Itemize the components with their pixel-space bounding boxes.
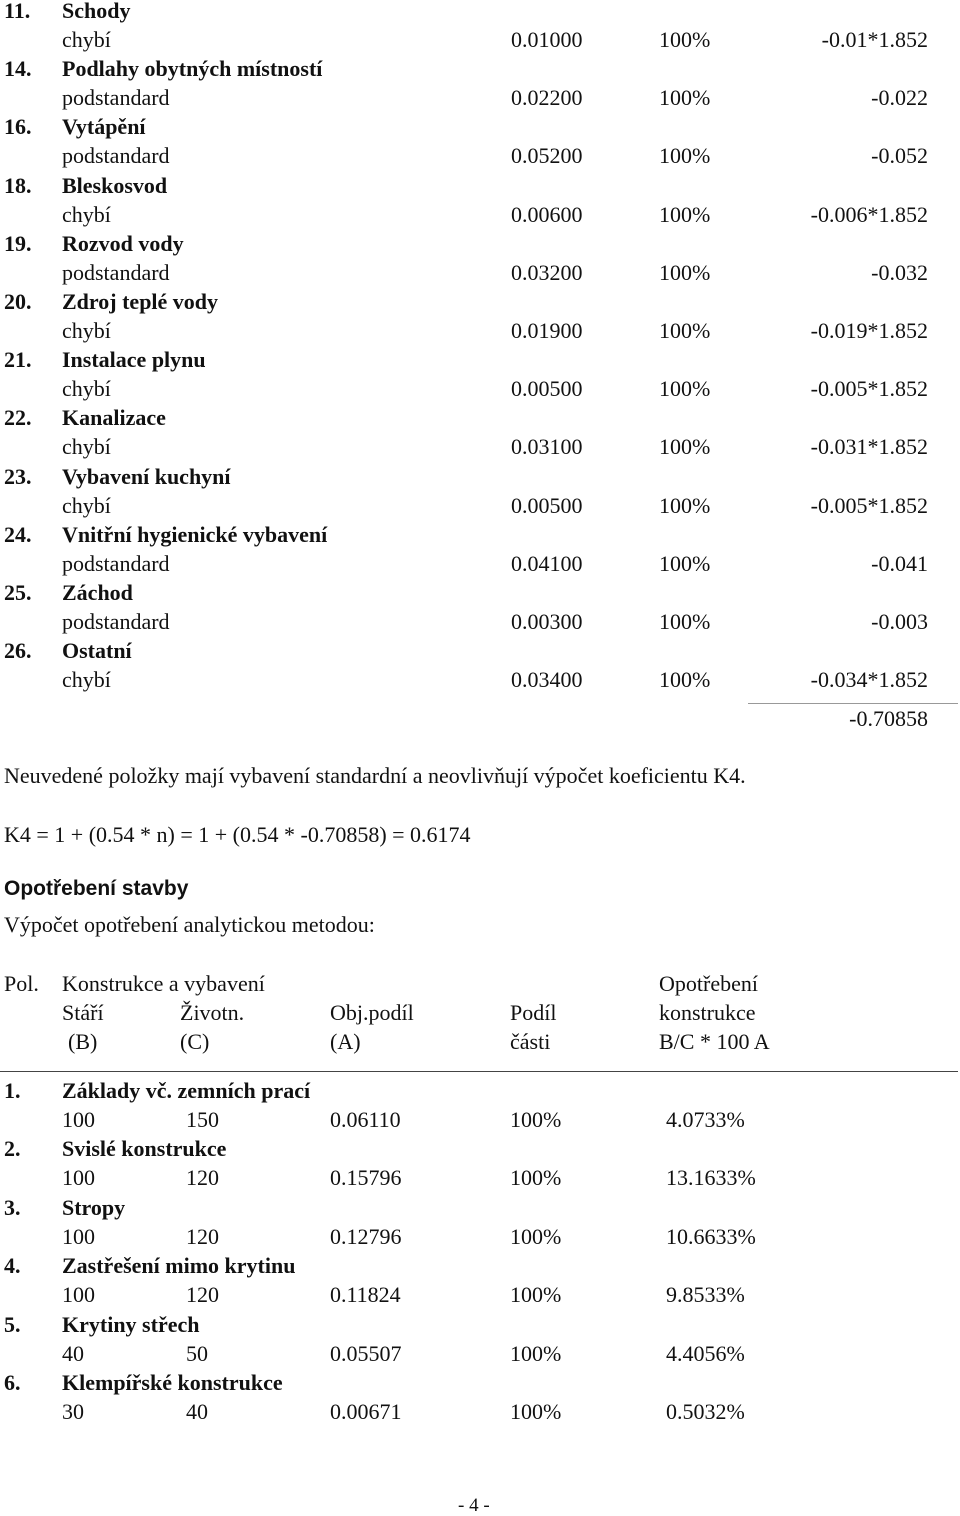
item-value: 0.00500 [511,492,583,518]
header-formula: B/C * 100 A [659,1029,770,1054]
item-number: 16. [4,114,32,140]
section-intro: Výpočet opotřebení analytickou metodou: [4,912,375,937]
wear-name: Svislé konstrukce [62,1136,227,1162]
item-share: 100% [659,667,711,693]
wear-life: 120 [186,1282,219,1308]
item-calc: -0.041 [871,550,928,576]
item-calc: -0.006*1.852 [810,201,928,227]
wear-life: 120 [186,1165,219,1191]
wear-life: 120 [186,1223,219,1249]
wear-number: 4. [4,1253,21,1279]
item-value: 0.03400 [511,667,583,693]
item-number: 25. [4,580,32,605]
header-casti: části [510,1029,551,1054]
item-calc: -0.052 [871,143,928,169]
item-number: 26. [4,638,32,664]
wear-share: 100% [510,1340,562,1366]
header-pol: Pol. [4,971,39,996]
item-name: Vybavení kuchyní [62,463,231,489]
item-level: podstandard [62,609,170,634]
sum-divider [748,703,958,704]
wear-age: 40 [62,1340,84,1366]
wear-number: 3. [4,1194,21,1220]
wear-obj: 0.11824 [330,1282,401,1308]
wear-obj: 0.15796 [330,1165,402,1191]
wear-share: 100% [510,1282,562,1308]
item-name: Vnitřní hygienické vybavení [62,521,328,547]
item-number: 19. [4,230,32,256]
header-stari: Stáří [62,1000,104,1025]
header-divider [0,1071,958,1072]
item-share: 100% [659,550,711,576]
item-name: Ostatní [62,638,132,664]
wear-name: Stropy [62,1194,126,1220]
item-level: chybí [62,434,111,460]
item-calc: -0.022 [871,85,928,111]
wear-number: 6. [4,1370,21,1395]
header-podil: Podíl [510,1000,557,1025]
item-value: 0.02200 [511,85,583,111]
wear-number: 5. [4,1311,21,1337]
item-number: 21. [4,347,32,373]
wear-life: 40 [186,1399,208,1424]
item-value: 0.01900 [511,318,583,343]
item-level: chybí [62,667,111,693]
wear-age: 100 [62,1282,95,1308]
item-name: Rozvod vody [62,230,184,256]
item-value: 0.00300 [511,609,583,634]
item-calc: -0.031*1.852 [810,434,928,460]
item-calc: -0.032 [871,259,928,285]
item-value: 0.04100 [511,550,583,576]
item-level: podstandard [62,550,170,576]
item-value: 0.03100 [511,434,583,460]
wear-share: 100% [510,1107,562,1132]
k4-formula: K4 = 1 + (0.54 * n) = 1 + (0.54 * -0.70858) = 0.6174 [4,822,471,847]
header-a: (A) [330,1029,361,1054]
item-share: 100% [659,85,711,111]
section-title: Opotřebení stavby [4,877,189,900]
header-opotrebeni: Opotřebení [659,971,758,996]
item-name: Vytápění [62,114,146,140]
item-calc: -0.019*1.852 [810,318,928,343]
item-share: 100% [659,259,711,285]
item-name: Bleskosvod [62,172,168,198]
header-konstrukce: Konstrukce a vybavení [62,971,265,996]
wear-life: 150 [186,1107,219,1132]
wear-obj: 0.12796 [330,1223,402,1249]
item-calc: -0.005*1.852 [810,376,928,402]
note-text: Neuvedené položky mají vybavení standardní a neovlivňují výpočet koeficientu K4. [4,763,746,788]
item-level: podstandard [62,85,170,111]
item-calc: -0.005*1.852 [810,492,928,518]
wear-number: 1. [4,1078,21,1103]
item-number: 24. [4,521,32,547]
wear-life: 50 [186,1340,208,1366]
wear-age: 100 [62,1107,95,1132]
item-number: 20. [4,289,32,314]
item-name: Zdroj teplé vody [62,289,219,314]
item-share: 100% [659,492,711,518]
item-name: Záchod [62,580,133,605]
wear-percent: 4.0733% [666,1107,745,1132]
item-number: 18. [4,172,32,198]
item-level: chybí [62,492,111,518]
item-value: 0.03200 [511,259,583,285]
item-value: 0.01000 [511,27,583,52]
header-c: (C) [180,1029,210,1054]
item-level: chybí [62,376,111,402]
wear-obj: 0.06110 [330,1107,401,1132]
wear-name: Základy vč. zemních prací [62,1078,311,1103]
item-number: 22. [4,405,32,431]
item-share: 100% [659,434,711,460]
wear-share: 100% [510,1399,562,1424]
k4-total: -0.70858 [849,706,928,731]
wear-share: 100% [510,1223,562,1249]
wear-age: 30 [62,1399,84,1424]
item-share: 100% [659,143,711,169]
item-level: chybí [62,27,111,52]
item-share: 100% [659,376,711,402]
wear-percent: 9.8533% [666,1282,745,1308]
header-b: (B) [68,1029,98,1054]
header-konstrukce2: konstrukce [659,1000,756,1025]
item-number: 11. [4,0,31,23]
item-level: chybí [62,318,111,343]
wear-obj: 0.05507 [330,1340,402,1366]
item-number: 14. [4,56,32,82]
wear-number: 2. [4,1136,21,1162]
item-name: Instalace plynu [62,347,206,373]
page-number: - 4 - [458,1495,490,1516]
wear-name: Zastřešení mimo krytinu [62,1253,296,1279]
item-name: Podlahy obytných místností [62,56,323,82]
item-number: 23. [4,463,32,489]
wear-age: 100 [62,1223,95,1249]
header-zivotn: Životn. [180,1000,245,1025]
wear-percent: 4.4056% [666,1340,745,1366]
item-share: 100% [659,27,711,52]
item-share: 100% [659,201,711,227]
item-share: 100% [659,609,711,634]
item-value: 0.00600 [511,201,583,227]
wear-percent: 13.1633% [666,1165,756,1191]
header-objpodil: Obj.podíl [330,1000,414,1025]
wear-age: 100 [62,1165,95,1191]
item-calc: -0.034*1.852 [810,667,928,693]
item-level: podstandard [62,259,170,285]
wear-percent: 10.6633% [666,1223,756,1249]
wear-percent: 0.5032% [666,1399,745,1424]
wear-share: 100% [510,1165,562,1191]
wear-name: Krytiny střech [62,1311,200,1337]
item-calc: -0.003 [871,609,928,634]
item-name: Kanalizace [62,405,166,431]
wear-name: Klempířské konstrukce [62,1370,283,1395]
item-name: Schody [62,0,131,23]
item-level: chybí [62,201,111,227]
item-level: podstandard [62,143,170,169]
item-calc: -0.01*1.852 [821,27,928,52]
item-share: 100% [659,318,711,343]
item-value: 0.05200 [511,143,583,169]
item-value: 0.00500 [511,376,583,402]
wear-obj: 0.00671 [330,1399,402,1424]
